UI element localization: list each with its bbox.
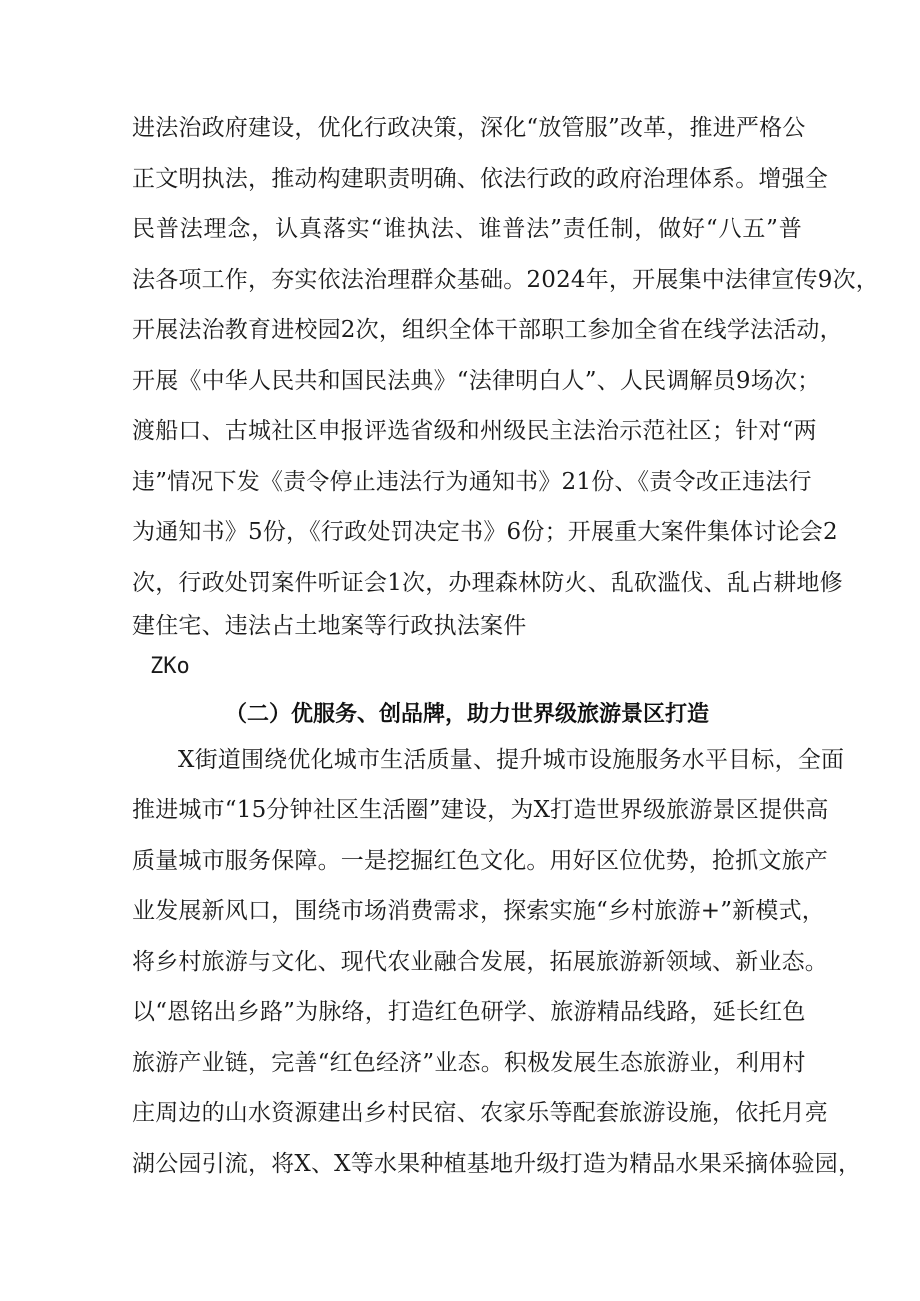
paragraph-line: 将乡村旅游与文化、现代农业融合发展，拓展旅游新领域、新业态。 <box>132 949 828 975</box>
paragraph-line: 庄周边的山水资源建出乡村民宿、农家乐等配套旅游设施，依托月亮 <box>132 1100 828 1126</box>
paragraph-line: 正文明执法，推动构建职责明确、依法行政的政府治理体系。增强全 <box>132 166 828 192</box>
paragraph-line: 旅游产业链，完善“红色经济”业态。积极发展生态旅游业，利用村 <box>132 1050 806 1076</box>
stray-text: ZKo <box>150 654 190 679</box>
paragraph-line: 渡船口、古城社区申报评选省级和州级民主法治示范社区；针对“两 <box>132 418 817 444</box>
paragraph-line: 质量城市服务保障。一是挖掘红色文化。用好区位优势，抢抓文旅产 <box>132 848 828 874</box>
paragraph-line: 以“恩铭出乡路”为脉络，打造红色研学、旅游精品线路，延长红色 <box>132 999 806 1025</box>
paragraph-line: 湖公园引流，将X、X等水果种植基地升级打造为精品水果采摘体验园， <box>132 1151 862 1177</box>
paragraph-line: 推进城市“15分钟社区生活圈”建设，为X打造世界级旅游景区提供高 <box>132 797 829 823</box>
paragraph-line: 次，行政处罚案件听证会1次，办理森林防火、乱砍滥伐、乱占耕地修 <box>132 570 843 596</box>
paragraph-line: 违”情况下发《责令停止违法行为通知书》21份、《责令改正违法行 <box>132 469 812 495</box>
paragraph-line: 业发展新风口，围绕市场消费需求，探索实施“乡村旅游+”新模式， <box>132 898 825 924</box>
paragraph-line: 法各项工作，夯实依法治理群众基础。2024年，开展集中法律宣传9次， <box>132 267 879 293</box>
paragraph-line: X街道围绕优化城市生活质量、提升城市设施服务水平目标，全面 <box>178 747 845 773</box>
paragraph-line: 开展法治教育进校园2次，组织全体干部职工参加全省在线学法活动， <box>132 317 843 343</box>
paragraph-line: 开展《中华人民共和国民法典》“法律明白人”、人民调解员9场次； <box>132 368 821 394</box>
paragraph-line: 进法治政府建设，优化行政决策，深化“放管服”改革，推进严格公 <box>132 115 806 141</box>
section-heading: （二）优服务、创品牌，助力世界级旅游景区打造 <box>224 702 709 727</box>
paragraph-line: 建住宅、违法占土地案等行政执法案件 <box>132 613 527 639</box>
paragraph-line: 民普法理念，认真落实“谁执法、谁普法”责任制，做好“八五”普 <box>132 216 802 242</box>
paragraph-line: 为通知书》5份，《行政处罚决定书》6份；开展重大案件集体讨论会2 <box>132 519 838 545</box>
